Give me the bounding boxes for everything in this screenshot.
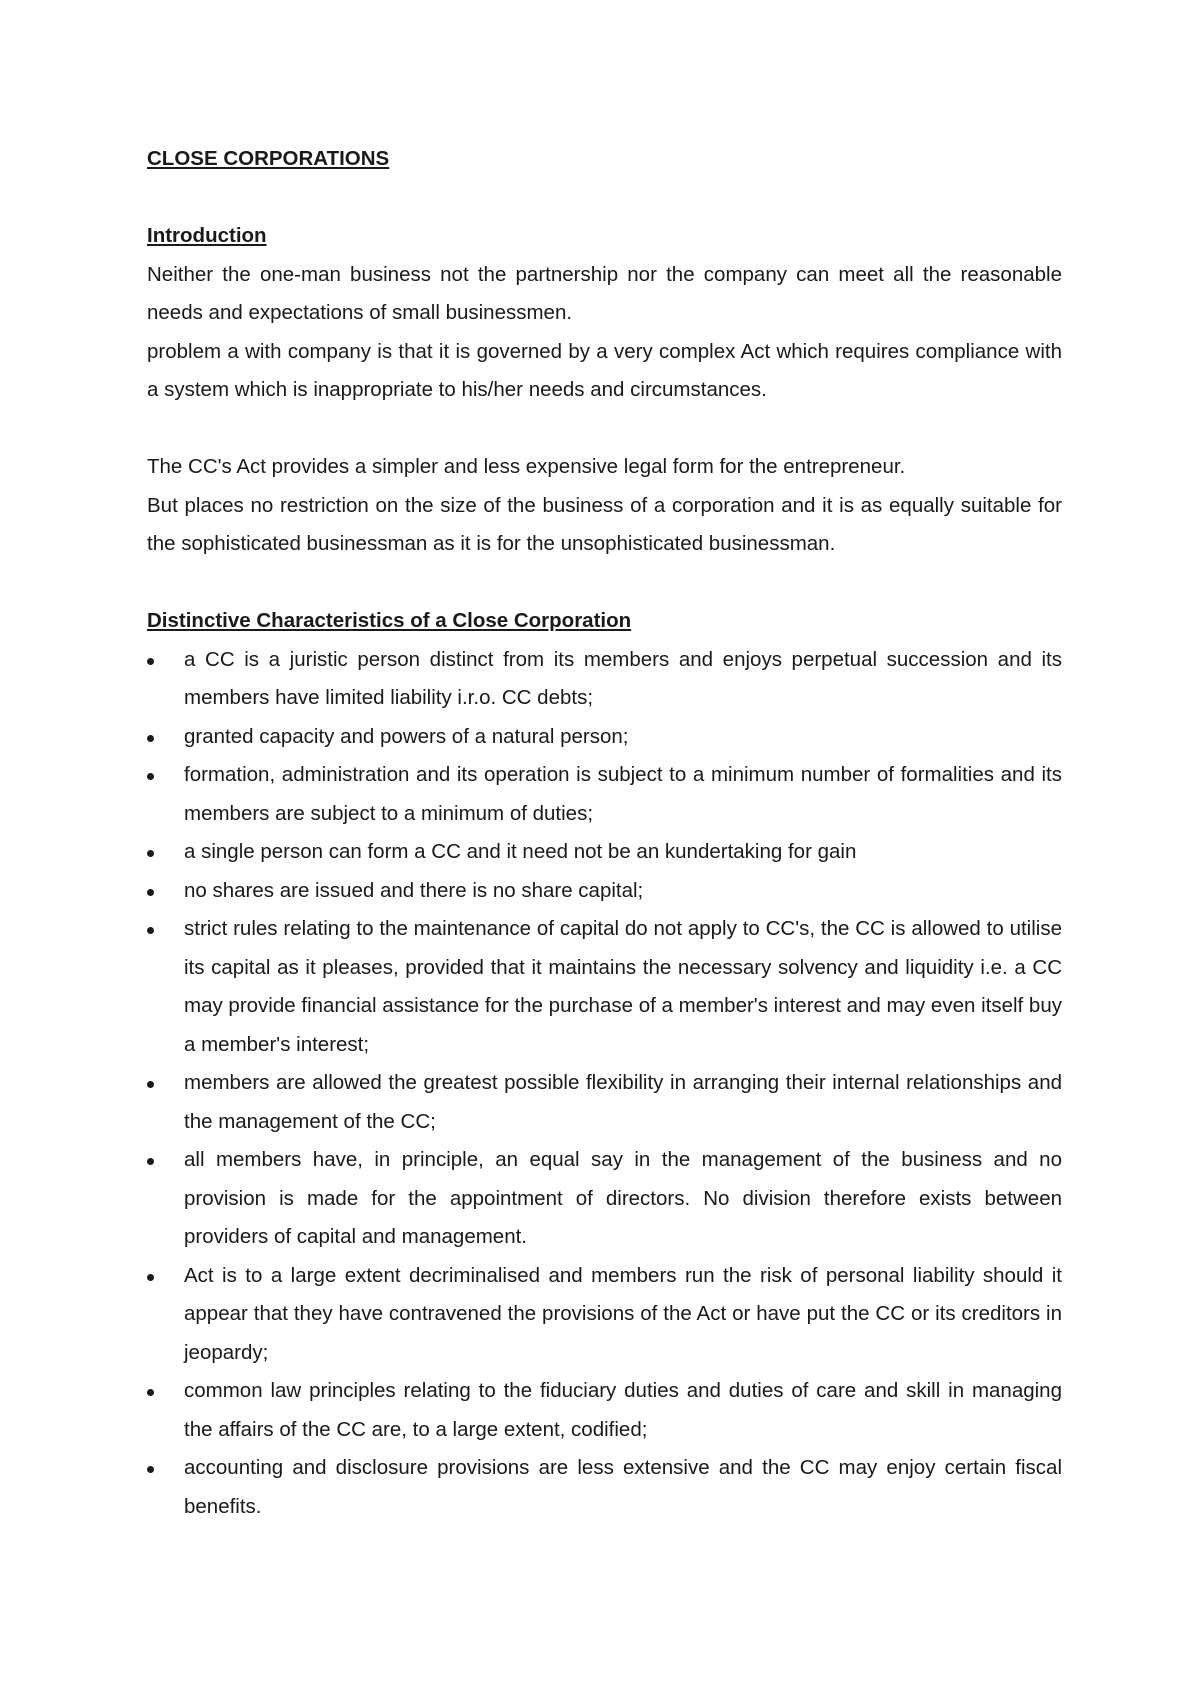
list-item-text: a single person can form a CC and it need not be an kundertaking for gain xyxy=(184,840,857,863)
list-item-text: accounting and disclosure provisions are less extensive and the CC may enjoy certain fiscal benefits. xyxy=(184,1456,1062,1518)
bullet-icon xyxy=(147,927,154,934)
bullet-icon xyxy=(147,773,154,780)
bullet-icon xyxy=(147,1466,154,1473)
list-item xyxy=(147,910,1062,1064)
list-item xyxy=(147,1257,1062,1373)
list-item-text: granted capacity and powers of a natural person; xyxy=(184,724,629,748)
characteristics-list xyxy=(147,641,1062,1527)
list-item xyxy=(147,1372,1062,1449)
spacer xyxy=(147,179,1062,218)
intro-paragraph-3: The CC's Act provides a simpler and less expensive legal form for the entrepreneur. xyxy=(147,455,906,478)
characteristics-heading: Distinctive Characteristics of a Close Corporation xyxy=(147,609,632,632)
bullet-icon xyxy=(147,1274,154,1281)
bullet-icon xyxy=(147,1081,154,1088)
list-item-text: strict rules relating to the maintenance of capital do not apply to CC's, the CC is allowed to utilise its capital as it pleases, provided that it maintains the necessary solvency and liquidity i.e. a CC may provide financial assistance for the purchase of a member's interest and may even itself buy a member's interest; xyxy=(184,917,1062,1056)
bullet-icon xyxy=(147,658,154,665)
document-body xyxy=(147,140,1062,1526)
bullet-icon xyxy=(147,1389,154,1396)
bullet-icon xyxy=(147,850,154,857)
bullet-icon xyxy=(147,735,154,742)
list-item-text: common law principles relating to the fiduciary duties and duties of care and skill in managing the affairs of the CC are, to a large extent, codified; xyxy=(184,1379,1062,1441)
spacer xyxy=(147,410,1062,449)
document-title: CLOSE CORPORATIONS xyxy=(147,147,390,170)
bullet-icon xyxy=(147,889,154,896)
list-item xyxy=(147,718,1062,757)
list-item xyxy=(147,1449,1062,1526)
list-item-text: members are allowed the greatest possible flexibility in arranging their internal relationships and the management of the CC; xyxy=(184,1071,1062,1133)
spacer xyxy=(147,564,1062,603)
list-item xyxy=(147,833,1062,872)
list-item-text: a CC is a juristic person distinct from its members and enjoys perpetual succession and its members have limited liability i.r.o. CC debts; xyxy=(184,647,1062,709)
introduction-heading: Introduction xyxy=(147,224,267,247)
list-item xyxy=(147,1064,1062,1141)
list-item xyxy=(147,756,1062,833)
bullet-icon xyxy=(147,1158,154,1165)
list-item-text: formation, administration and its operation is subject to a minimum number of formalities and its members are subject to a minimum of duties; xyxy=(184,763,1062,825)
list-item xyxy=(147,872,1062,911)
list-item xyxy=(147,641,1062,718)
intro-paragraph-1: Neither the one-man business not the partnership nor the company can meet all the reasonable needs and expectations of small businessmen. xyxy=(147,262,1062,324)
intro-paragraph-4: But places no restriction on the size of the business of a corporation and it is as equally suitable for the sophisticated businessman as it is for the unsophisticated businessman. xyxy=(147,493,1062,555)
list-item xyxy=(147,1141,1062,1257)
list-item-text: Act is to a large extent decriminalised and members run the risk of personal liability should it appear that they have contravened the provisions of the Act or have put the CC or its creditors in jeopardy; xyxy=(184,1263,1062,1364)
list-item-text: no shares are issued and there is no share capital; xyxy=(184,878,644,902)
intro-paragraph-2: problem a with company is that it is governed by a very complex Act which requires compliance with a system which is inappropriate to his/her needs and circumstances. xyxy=(147,339,1062,401)
list-item-text: all members have, in principle, an equal say in the management of the business and no provision is made for the appointment of directors. No division therefore exists between providers of capital and management. xyxy=(184,1148,1062,1248)
